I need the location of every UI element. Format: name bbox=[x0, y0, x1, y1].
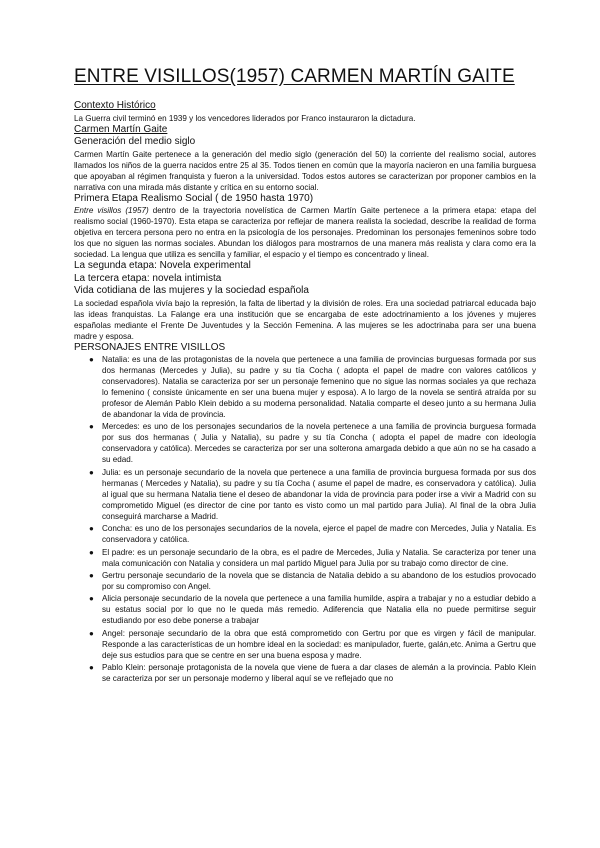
work-title: Entre visillos (1957) bbox=[74, 206, 149, 215]
list-item bbox=[89, 570, 536, 592]
bullet-icon: ● bbox=[89, 422, 94, 432]
characters-heading: PERSONAJES ENTRE VISILLOS bbox=[74, 341, 226, 353]
bullet-icon: ● bbox=[89, 355, 94, 364]
stage1-text bbox=[74, 205, 536, 260]
character-text: Concha: es uno de los personajes secundarios de la novela, ejerce el papel de madre con Mercedes, Julia y Natalia. Es conservadora y católica. bbox=[102, 524, 536, 545]
bullet-icon: ● bbox=[89, 628, 94, 638]
stage3-heading: La tercera etapa: novela intimista bbox=[74, 272, 222, 284]
bullet-icon: ● bbox=[89, 594, 94, 604]
list-item bbox=[89, 628, 536, 661]
character-text: Julia: es un personaje secundario de la novela que pertenece a una familia de provincia burguesa formada por sus dos hermanas ( Mercedes y Natalia), su padre y su tía Cocha ( asume el papel de madre, es conservadora y católica). Julia al igual que su hermana Natalia tiene el deseo de abandonar la vida de provincia para poder irse a vivir a Madrid con su comprometido Miguel (es director de cine por tanto es visto como un mal partido para Julia). Al final de la obra Julia conseguirá marcharse a Madrid. bbox=[102, 467, 536, 521]
daily-life-heading: Vida cotidiana de las mujeres y la sociedad española bbox=[74, 285, 309, 296]
list-item bbox=[89, 467, 536, 522]
list-item bbox=[89, 593, 536, 626]
bullet-icon: ● bbox=[89, 663, 94, 673]
daily-life-text: La sociedad española vivía bajo la represión, la falta de libertad y la división de roles. Era una sociedad patriarcal educada bajo las ideas franquistas. La Falange era una institución que se encargaba de este adoctrinamiento a los jóvenes y mujeres españolas mediante el Frente De Juventudes y la Sección Femenina. A las mujeres se les adoctrinaba para ser una buena madre y esposa. bbox=[74, 298, 536, 341]
list-item bbox=[89, 662, 536, 684]
stage1-heading: Primera Etapa Realismo Social ( de 1950 hasta 1970) bbox=[74, 192, 314, 204]
characters-list bbox=[74, 354, 536, 684]
character-text: Gertru personaje secundario de la novela que se distancia de Natalia debido a su abandono de los estudios provocado por su compromiso con Angel. bbox=[102, 570, 536, 591]
list-item bbox=[89, 354, 536, 420]
list-item bbox=[89, 421, 536, 465]
list-item bbox=[89, 547, 536, 569]
bullet-icon: ● bbox=[89, 467, 94, 477]
bullet-icon: ● bbox=[89, 570, 94, 580]
character-text: Mercedes: es uno de los personajes secundarios de la novela pertenece a una familia de provincia burguesa formada por sus dos hermanas ( Julia y Natalia), su padre y su tía Concha ( adopta el papel de madre con ideología conservadora y católica). Mercedes se caracteriza por ser una solterona amargada debido a que aún no se ha casado a su edad. bbox=[102, 422, 536, 465]
context-text: La Guerra civil terminó en 1939 y los vencedores liderados por Franco instauraron la dictadura. bbox=[74, 113, 416, 123]
character-text: Angel: personaje secundario de la obra que está comprometido con Gertru por que es virgen y fácil de manipular. Responde a las características de un hombre ideal en la sociedad: es manipulador, fuerte, galán,etc. Anima a Gertru que deje sus estudios para que se centre en ser una buena esposa y madre. bbox=[102, 628, 536, 660]
document-title: ENTRE VISILLOS(1957) CARMEN MARTÍN GAITE bbox=[74, 66, 515, 87]
character-text: El padre: es un personaje secundario de la obra, es el padre de Mercedes, Julia y Natalia. Se caracteriza por tener una mala comunicación con Natalia y considera un mal partido Miguel para Julia por su trabajo como director de cine. bbox=[102, 547, 536, 568]
bullet-icon: ● bbox=[89, 547, 94, 557]
character-text: Alicia personaje secundario de la novela que pertenece a una familia humilde, aspira a trabajar y no a estudiar debido a su estatus social por lo que no le queda más remedio. Adiferencia que Natalia ella no puede permitirse seguir estudiando por eso debe ponerse a trabajar bbox=[102, 594, 536, 626]
bullet-icon: ● bbox=[89, 524, 94, 534]
context-heading: Contexto Histórico bbox=[74, 100, 156, 111]
character-text: Natalia: es una de las protagonistas de la novela que pertenece a una familia de provincias burguesas formada por sus dos hermanas (Mercedes y Julia), su padre y su tía Cocha ( adopta el papel de madre con valores católicos y conservadores). Natalia se caracteriza por ser un personaje femenino que no sigue las normas sociales ya que rechaza lo femenino ( consiste únicamente en ser una buena mujer y esposa). A lo largo de la novela se sentirá atraída por su profesor de Alemán Pablo Klein debido a su moderna personalidad. Natalia comparte el deseo junto a su hermana Julia de abandonar la vida de provincia. bbox=[102, 355, 536, 419]
stage1-body: dentro de la trayectoria novelística de Carmen Martín Gaite pertenece a la primera etapa: etapa del realismo social (1960-1970). Esta etapa se caracteriza por reflejar de manera realista la sociedad, describe la realidad de forma objetiva en tercera persona pero no entra en la psicología de los personajes. Predominan los personajes femeninos sobre todo los que no siguen las normas sociales. Abundan los diálogos para mostrarnos de una manera más realista y clara como era la sociedad. La lengua que utiliza es sencilla y familiar, el espacio y el tiempo es concentrado y lineal. bbox=[74, 206, 536, 259]
character-text: Pablo Klein: personaje protagonista de la novela que viene de fuera a dar clases de alemán a la provincia. Pablo Klein se caracteriza por ser un personaje moderno y liberal aquí se ve reflejado que no bbox=[102, 663, 536, 684]
author-heading: Carmen Martín Gaite bbox=[74, 123, 168, 135]
stage2-heading: La segunda etapa: Novela experimental bbox=[74, 260, 251, 271]
list-item bbox=[89, 523, 536, 545]
generation-heading: Generación del medio siglo bbox=[74, 136, 196, 147]
generation-text: Carmen Martín Gaite pertenece a la generación del medio siglo (generación del 50) la corriente del realismo social, autores llamados los niños de la guerra nacidos entre 25 al 35. Todos tienen en común que la mayoría nacieron en una familia burguesa que apoyaban al régimen franquista y fueron a la universidad. Todos estos autores se caracterizan por proponer cambios en la narrativa con una mirada más distante y crítica en su entorno social. bbox=[74, 149, 536, 192]
